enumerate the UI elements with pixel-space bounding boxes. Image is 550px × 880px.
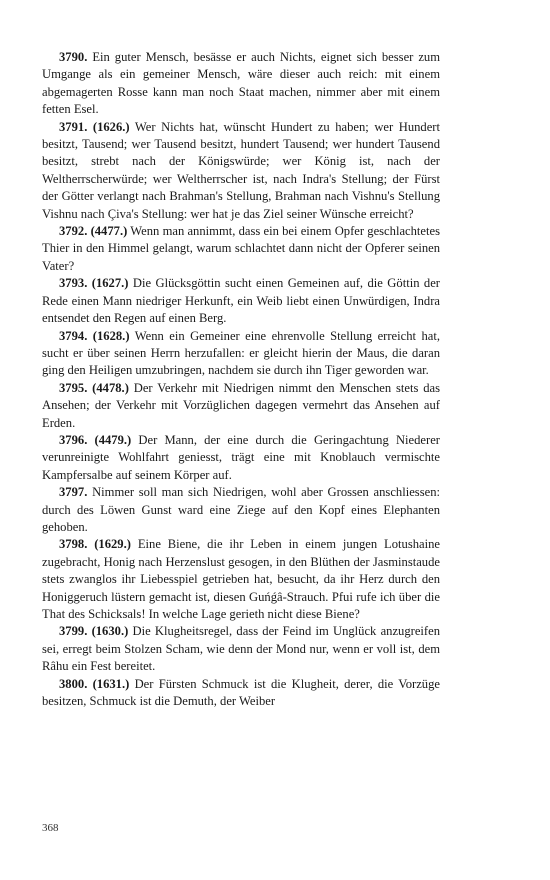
entry-text: Wenn man annimmt, dass ein bei einem Opfer geschlachtetes Thier in den Himmel gelangt, warum schlachtet dann nicht der Opferer seinen Vater? bbox=[42, 224, 441, 273]
entry-number: 3798. bbox=[59, 537, 88, 552]
entry-number: 3799. bbox=[59, 624, 88, 639]
entry-text: Die Glücksgöttin sucht einen Gemeinen auf, die Göttin der Rede einen Mann niedriger Herkunft, ein Weib liebt einen Unwürdigen, Indra entsendet den Regen auf einen Berg. bbox=[42, 276, 440, 326]
entry-3800 bbox=[42, 676, 440, 711]
entry-text: Der Mann, der eine durch die Geringachtung Niederer verunreinigte Wohlfahrt geniesst, trägt eine mit Knoblauch vermischte Kampfersalbe auf seinem Körper auf. bbox=[42, 432, 440, 482]
entry-number: 3792. bbox=[59, 224, 88, 239]
entry-3790 bbox=[42, 49, 440, 119]
entry-source-ref: (1631.) bbox=[92, 676, 130, 691]
entry-number: 3796. bbox=[59, 432, 88, 447]
entry-3795 bbox=[42, 380, 440, 432]
entry-3792 bbox=[42, 223, 440, 275]
entry-source-ref: (1626.) bbox=[92, 119, 130, 134]
entry-source-ref: (1628.) bbox=[92, 328, 130, 343]
entry-number: 3791. bbox=[59, 119, 88, 134]
entry-source-ref: (4478.) bbox=[92, 380, 129, 395]
entry-number: 3790. bbox=[59, 50, 88, 64]
page-text bbox=[42, 49, 440, 710]
entry-3794 bbox=[42, 328, 440, 380]
entry-number: 3797. bbox=[59, 485, 88, 500]
entry-text: Wenn ein Gemeiner eine ehrenvolle Stellung erreicht hat, sucht er über seinen Herrn herzufallen: er gleicht hierin der Maus, die daran ging den Heiligen umzubringen, nachdem sie durch ihn Tiger geworden war. bbox=[42, 328, 441, 378]
entry-text: Eine Biene, die ihr Leben in einem jungen Lotushaine zugebracht, Honig nach Herzenslust gesogen, in den Blüthen der Jasminstaude stets zwanglos ihr Liebesspiel getrieben hat, besucht, da ihr Herz durch den Honiggeruch lüstern gemacht ist, diesen Guńǵâ-Strauch. Pfui rufe ich über die That des Schicksals! In welche Lage gerieth nicht diese Biene? bbox=[42, 537, 440, 621]
entry-number: 3800. bbox=[59, 676, 88, 691]
entry-3796 bbox=[42, 432, 440, 484]
entry-3793 bbox=[42, 275, 440, 327]
entry-number: 3794. bbox=[59, 328, 88, 343]
entry-source-ref: (1630.) bbox=[91, 624, 129, 639]
entry-source-ref: (4479.) bbox=[94, 432, 132, 447]
entry-text: Ein guter Mensch, besässe er auch Nichts, eignet sich besser zum Umgange als ein gemeiner Mensch, wäre dieser auch reich: mit einem abgemagerten Rosse kann man noch Staat machen, nimmer aber mit einem fetten Esel. bbox=[42, 50, 441, 117]
entry-number: 3795. bbox=[59, 380, 88, 395]
entry-source-ref: (1627.) bbox=[91, 276, 129, 291]
entry-source-ref: (4477.) bbox=[90, 224, 128, 239]
entry-text: Der Verkehr mit Niedrigen nimmt den Menschen stets das Ansehen; der Verkehr mit Vorzüglichen dagegen vermehrt das Ansehen auf Erden. bbox=[42, 380, 440, 430]
entry-text: Nimmer soll man sich Niedrigen, wohl aber Grossen anschliessen: durch des Löwen Gunst ward eine Ziege auf den Kopf eines Elephanten gehoben. bbox=[42, 485, 440, 534]
entry-text: Die Klugheitsregel, dass der Feind im Unglück anzugreifen sei, erregt beim Stolzen Scham, wie denn der Mond nur, wenn er voll ist, dem Râhu ein Fest bereitet. bbox=[42, 624, 440, 674]
entry-text: Der Fürsten Schmuck ist die Klugheit, derer, die Vorzüge besitzen, Schmuck ist die Demuth, der Weiber bbox=[42, 676, 440, 709]
entry-text: Wer Nichts hat, wünscht Hundert zu haben; wer Hundert besitzt, Tausend; wer Tausend besitzt, hundert Tausend; wer hundert Tausend besitzt, strebt nach der Königswürde; wer König ist, nach der Weltherrscherwürde; wer Weltherrscher ist, nach Indra's Stellung; der Fürst der Götter verlangt nach Brahman's Stellung, Brahman nach Vishnu's Stellung Vishnu nach Çiva's Stellung: wer hat je das Ziel seiner Wünsche erreicht? bbox=[42, 119, 441, 221]
entry-3791 bbox=[42, 119, 440, 223]
entry-3798 bbox=[42, 536, 440, 623]
page-number: 368 bbox=[42, 822, 59, 834]
entry-3797 bbox=[42, 484, 440, 536]
entry-number: 3793. bbox=[59, 276, 88, 291]
entry-3799 bbox=[42, 623, 440, 675]
entry-source-ref: (1629.) bbox=[94, 537, 131, 552]
